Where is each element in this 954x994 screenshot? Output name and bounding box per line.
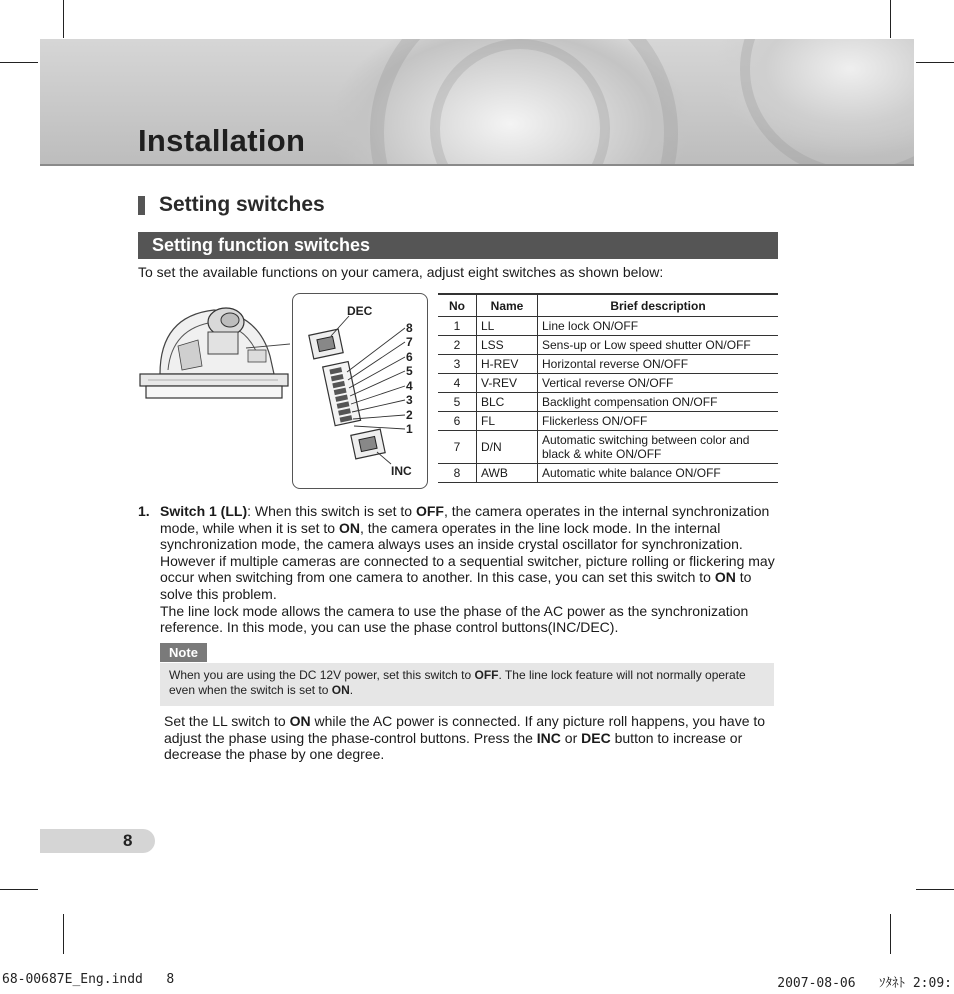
table-header-row [438, 294, 778, 317]
section-title: Setting switches [159, 193, 325, 216]
switch-number-3: 3 [406, 393, 413, 407]
cell-no: 8 [438, 464, 477, 483]
page-number: 8 [123, 831, 133, 850]
switch-number-6: 6 [406, 350, 413, 364]
camera-illustration [138, 296, 290, 400]
crop-mark [890, 914, 891, 954]
intro-text: To set the available functions on your camera, adjust eight switches as shown below: [138, 264, 664, 280]
text-run: When you are using the DC 12V power, set this switch to [169, 668, 475, 682]
list-number: 1. [138, 503, 150, 519]
cell-no: 3 [438, 355, 477, 374]
cell-name: H-REV [477, 355, 538, 374]
text-run: while the AC power is connected. If any picture roll happens, you have to adjust the phase using the phase-control buttons. Press the [164, 713, 766, 746]
cell-no: 6 [438, 412, 477, 431]
crop-mark [0, 889, 38, 890]
text-run: , the camera operates in the internal synchronization mode, while when it is set to [160, 503, 770, 536]
cell-name: LL [477, 317, 538, 336]
cell-desc: Horizontal reverse ON/OFF [538, 355, 779, 374]
bold-run: ON [331, 683, 350, 697]
lens-graphic [740, 39, 914, 166]
text-run: . [349, 683, 354, 697]
cell-name: LSS [477, 336, 538, 355]
crop-mark [916, 889, 954, 890]
cell-desc: Automatic switching between color and black & white ON/OFF [538, 431, 779, 464]
switch-number-4: 4 [406, 379, 413, 393]
switch-number-5: 5 [406, 364, 413, 378]
cell-desc: Line lock ON/OFF [538, 317, 779, 336]
switch1-title: Switch 1 (LL) [160, 503, 248, 519]
text-run: to solve this problem. [160, 569, 752, 602]
cell-desc: Vertical reverse ON/OFF [538, 374, 779, 393]
column-header: Name [477, 294, 538, 317]
column-header: Brief description [538, 294, 779, 317]
cell-desc: Automatic white balance ON/OFF [538, 464, 779, 483]
table-row [438, 355, 778, 374]
crop-mark [916, 62, 954, 63]
cell-desc: Flickerless ON/OFF [538, 412, 779, 431]
table-row [438, 317, 778, 336]
subsection-bar [138, 232, 778, 259]
cell-no: 4 [438, 374, 477, 393]
section-marker [138, 196, 145, 215]
switch-number-7: 7 [406, 335, 413, 349]
crop-mark [63, 914, 64, 954]
table-row [438, 464, 778, 483]
switch1-paragraph-2: The line lock mode allows the camera to use the phase of the AC power as the synchronization reference. In this mode, you can use the phase control buttons(INC/DEC). [160, 602, 749, 636]
switch-table [438, 293, 778, 483]
crop-mark [890, 0, 891, 38]
bold-run: ON [289, 713, 311, 729]
cell-name: V-REV [477, 374, 538, 393]
bold-run: ON [338, 519, 360, 536]
inc-label: INC [391, 464, 412, 478]
table-row [438, 431, 778, 464]
phase-adjust-text [164, 713, 780, 763]
cell-desc: Sens-up or Low speed shutter ON/OFF [538, 336, 779, 355]
bold-run: DEC [581, 729, 611, 746]
crop-mark [0, 62, 38, 63]
text-run: : When this switch is set to [247, 503, 416, 519]
switch1-description [138, 503, 782, 636]
subsection-title: Setting function switches [152, 235, 371, 255]
dec-label: DEC [347, 304, 373, 318]
table-row [438, 412, 778, 431]
text-run: . The line lock feature will not normally operate even when the switch is set to [169, 668, 746, 697]
switch-number-1: 1 [406, 422, 413, 436]
bold-run: INC [536, 729, 561, 746]
crop-mark [63, 0, 64, 38]
column-header: No [438, 294, 477, 317]
note-label: Note [160, 643, 207, 662]
footer-file-info: 68-00687E_Eng.indd 8 [2, 972, 175, 987]
text-run: , the camera operates in the line lock mode. In the internal synchronization mode, the camera always uses an inside crystal oscillator for synchronization. However if multiple cameras are connected to a sequential switcher, picture rolling or flickering may occur when switching from one camera to another. In this case, you can set this switch to [160, 519, 775, 586]
table-row [438, 393, 778, 412]
cell-name: AWB [477, 464, 538, 483]
footer-timestamp: 2007-08-06 ｿﾀﾈﾄ 2:09: [777, 976, 952, 991]
cell-no: 2 [438, 336, 477, 355]
cell-name: FL [477, 412, 538, 431]
table-row [438, 374, 778, 393]
section-heading [138, 192, 325, 218]
bold-run: ON [714, 569, 736, 586]
switch-detail-box [292, 293, 428, 489]
text-run: button to increase or decrease the phase by one degree. [164, 729, 743, 763]
page-title: Installation [138, 123, 306, 158]
bold-run: OFF [415, 503, 444, 519]
cell-no: 1 [438, 317, 477, 336]
note-box [160, 663, 774, 706]
page-number-tab [40, 829, 155, 853]
switch-number-8: 8 [406, 321, 413, 335]
cell-desc: Backlight compensation ON/OFF [538, 393, 779, 412]
switch1-paragraph [160, 503, 782, 636]
cell-no: 5 [438, 393, 477, 412]
cell-name: BLC [477, 393, 538, 412]
cell-name: D/N [477, 431, 538, 464]
cell-no: 7 [438, 431, 477, 464]
switch-number-2: 2 [406, 408, 413, 422]
header-banner [40, 39, 914, 166]
text-run: Set the LL switch to [164, 713, 290, 729]
bold-run: OFF [474, 668, 499, 682]
table-row [438, 336, 778, 355]
text-run: or [560, 729, 582, 746]
